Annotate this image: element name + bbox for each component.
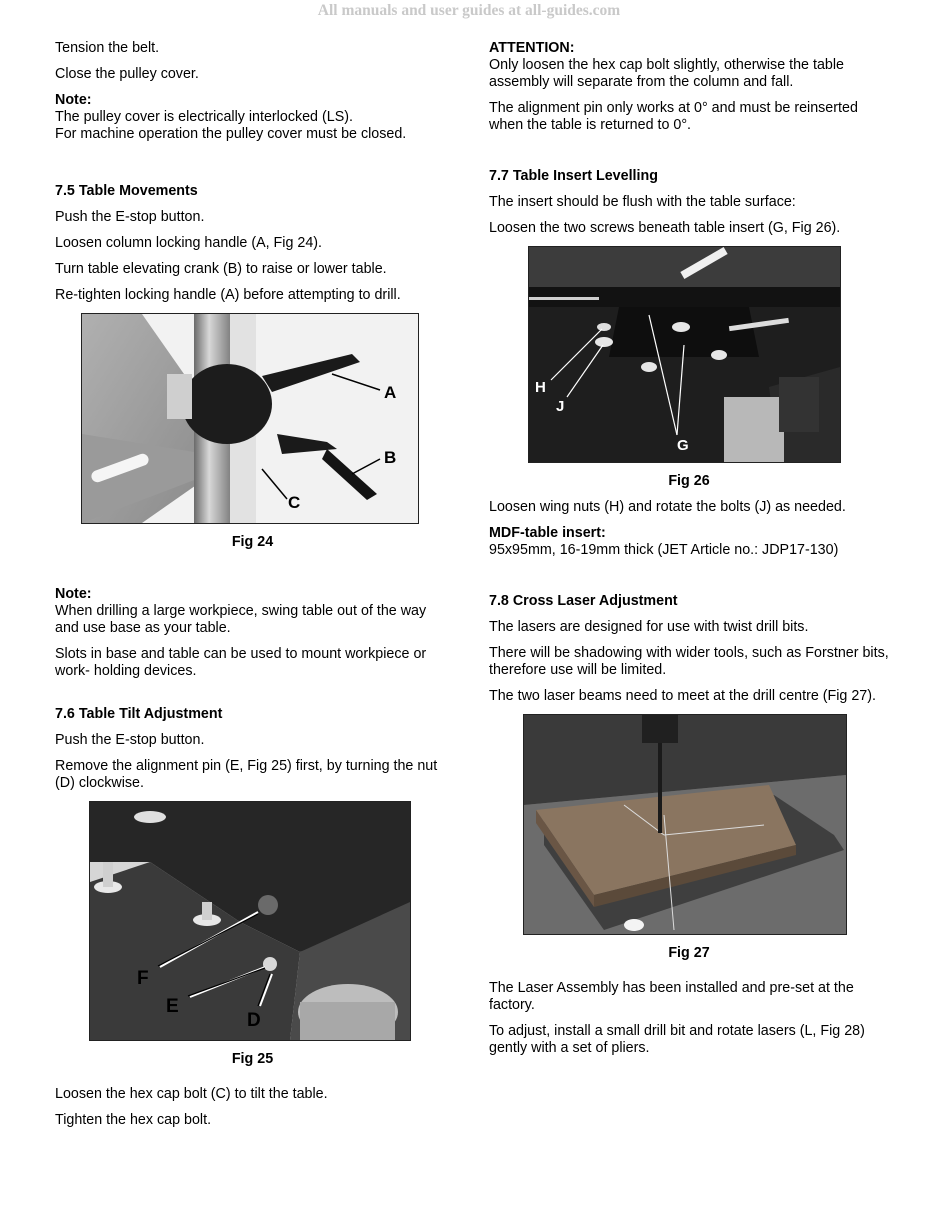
- figure-27-image: [523, 714, 847, 935]
- figure-26-caption: Fig 26: [668, 473, 710, 489]
- paragraph: Close the pulley cover.: [55, 66, 199, 82]
- fig25-label-d: D: [247, 1010, 261, 1031]
- section-title-7-8: 7.8 Cross Laser Adjustment: [489, 593, 678, 609]
- figure-27-caption: Fig 27: [668, 945, 710, 961]
- fig26-label-j: J: [556, 398, 565, 415]
- fig26-label-g: G: [677, 437, 689, 454]
- attention-label: ATTENTION:: [489, 40, 575, 56]
- paragraph: Loosen the two screws beneath table insert (G, Fig 26).: [489, 220, 841, 236]
- fig24-label-c: C: [288, 493, 301, 512]
- paragraph: Loosen the hex cap bolt (C) to tilt the table.: [55, 1086, 328, 1102]
- section-title-7-5: 7.5 Table Movements: [55, 183, 198, 199]
- right-column: [489, 40, 889, 1066]
- fig24-label-a: A: [384, 383, 397, 402]
- figure-24-caption: Fig 24: [231, 534, 274, 550]
- paragraph: Remove the alignment pin (E, Fig 25) first, by turning the nut (D) clockwise.: [55, 758, 438, 791]
- paragraph: Tension the belt.: [55, 40, 160, 56]
- paragraph: The Laser Assembly has been installed and pre-set at the factory.: [489, 980, 854, 1013]
- paragraph: Push the E-stop button.: [55, 209, 205, 225]
- paragraph: Slots in base and table can be used to mount workpiece or work- holding devices.: [55, 646, 427, 679]
- note-line: For machine operation the pulley cover must be closed.: [55, 126, 407, 142]
- paragraph: Tighten the hex cap bolt.: [55, 1112, 212, 1128]
- fig26-label-h: H: [535, 379, 546, 396]
- note-text: When drilling a large workpiece, swing table out of the way and use base as your table.: [55, 603, 427, 636]
- paragraph: To adjust, install a small drill bit and rotate lasers (L, Fig 28) gently with a set of pliers.: [489, 1023, 865, 1056]
- section-title-7-6: 7.6 Table Tilt Adjustment: [55, 706, 223, 722]
- paragraph: The lasers are designed for use with twist drill bits.: [489, 619, 809, 635]
- figure-25-image: [89, 801, 411, 1041]
- attention-text: Only loosen the hex cap bolt slightly, otherwise the table assembly will separate from the column and fall.: [489, 57, 844, 90]
- fig24-label-b: B: [384, 448, 397, 467]
- left-column: [55, 40, 450, 1138]
- paragraph: Loosen column locking handle (A, Fig 24).: [55, 235, 323, 251]
- paragraph: There will be shadowing with wider tools, such as Forstner bits, therefore use will be limited.: [489, 645, 889, 678]
- figure-25-caption: Fig 25: [231, 1051, 274, 1067]
- note-block: [55, 92, 450, 143]
- note-label: Note:: [55, 586, 92, 602]
- paragraph: Turn table elevating crank (B) to raise or lower table.: [55, 261, 387, 277]
- paragraph: The two laser beams need to meet at the drill centre (Fig 27).: [489, 688, 876, 704]
- note-line: The pulley cover is electrically interlocked (LS).: [55, 109, 353, 125]
- paragraph: Loosen wing nuts (H) and rotate the bolts (J) as needed.: [489, 499, 846, 515]
- fig25-label-f: F: [137, 968, 149, 989]
- note-label: Note:: [55, 92, 92, 108]
- figure-24-image: [81, 313, 419, 524]
- watermark: All manuals and user guides at all-guides.com: [317, 2, 621, 19]
- figure-26-image: [528, 246, 841, 463]
- paragraph: The alignment pin only works at 0° and must be reinserted when the table is returned to 0°.: [489, 100, 858, 133]
- mdf-text: 95x95mm, 16-19mm thick (JET Article no.: JDP17-130): [489, 542, 839, 558]
- fig25-label-e: E: [166, 996, 179, 1017]
- mdf-label: MDF-table insert:: [489, 525, 606, 541]
- section-title-7-7: 7.7 Table Insert Levelling: [489, 168, 658, 184]
- paragraph: Re-tighten locking handle (A) before attempting to drill.: [55, 287, 401, 303]
- paragraph: Push the E-stop button.: [55, 732, 205, 748]
- paragraph: The insert should be flush with the table surface:: [489, 194, 796, 210]
